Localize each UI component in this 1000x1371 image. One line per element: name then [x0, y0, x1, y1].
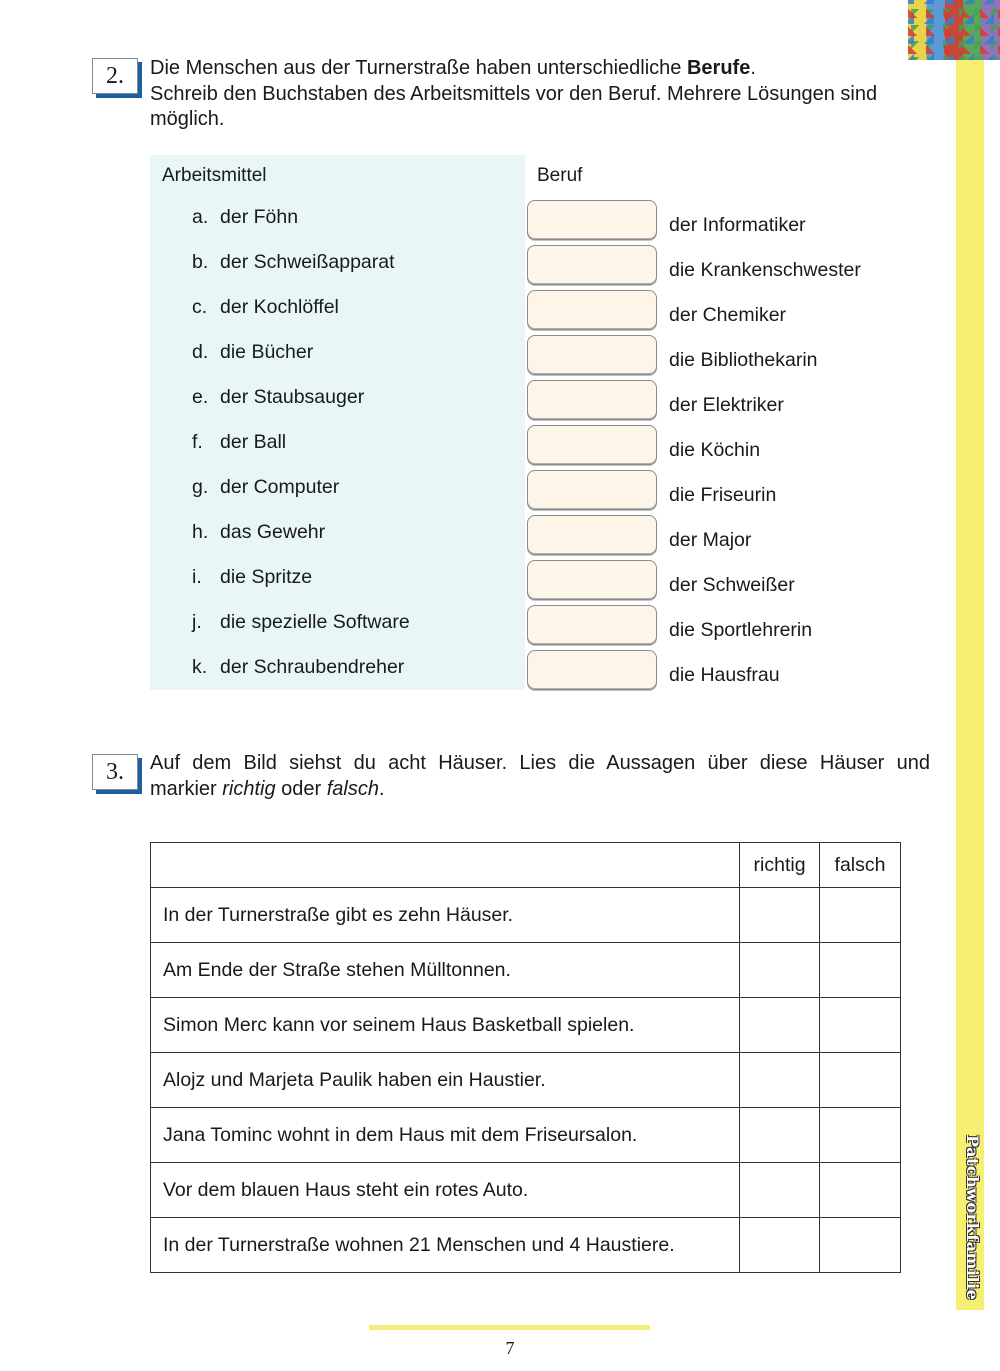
task3-richtig-italic: richtig — [222, 777, 276, 800]
tools-column — [150, 155, 525, 690]
statement-cell: In der Turnerstraße gibt es zehn Häuser. — [151, 888, 740, 943]
job-label: der Informatiker — [669, 214, 806, 236]
tool-label: das Gewehr — [220, 521, 326, 543]
table-body — [151, 888, 901, 1273]
tool-letter: b. — [192, 251, 209, 273]
tool-label: der Staubsauger — [220, 386, 365, 408]
task3-line2-text: markier — [150, 777, 223, 800]
falsch-checkbox-cell[interactable] — [820, 888, 901, 943]
falsch-checkbox-cell[interactable] — [820, 1053, 901, 1108]
table-header-row — [151, 843, 901, 888]
tool-item — [192, 431, 286, 454]
tool-letter: j. — [192, 611, 202, 633]
table-row — [151, 1218, 901, 1273]
tool-item — [192, 206, 298, 229]
task3-line1: Auf dem Bild siehst du acht Häuser. Lies die Aussagen über diese Häuser und — [150, 752, 930, 774]
falsch-header: falsch — [820, 843, 901, 888]
statement-header-cell — [151, 843, 740, 888]
task-number-2: 2. — [92, 58, 138, 94]
tool-item — [192, 386, 364, 409]
tools-header: Arbeitsmittel — [162, 165, 267, 186]
richtig-checkbox-cell[interactable] — [740, 1218, 820, 1273]
tool-label: der Ball — [220, 431, 287, 453]
task2-line2: Schreib den Buchstaben des Arbeitsmittels vor den Beruf. Mehrere Lösungen sind möglich. — [150, 82, 878, 130]
table-row — [151, 1163, 901, 1218]
answer-box[interactable] — [527, 605, 657, 645]
job-label: der Elektriker — [669, 394, 784, 416]
tool-letter: d. — [192, 341, 209, 363]
page-number: 7 — [505, 1338, 515, 1358]
sidebar-label: Patchworkfamilie — [963, 1135, 982, 1301]
tool-letter: e. — [192, 386, 209, 408]
tool-letter: k. — [192, 656, 208, 678]
statement-cell: Simon Merc kann vor seinem Haus Basketball spielen. — [151, 998, 740, 1053]
true-false-table — [150, 842, 901, 1273]
tool-label: der Schweißapparat — [220, 251, 395, 273]
richtig-checkbox-cell[interactable] — [740, 1163, 820, 1218]
task3-falsch-italic: falsch — [326, 777, 379, 800]
falsch-checkbox-cell[interactable] — [820, 1108, 901, 1163]
answer-box[interactable] — [527, 650, 657, 690]
tool-item — [192, 611, 410, 634]
task3-line2-mid: oder — [275, 777, 327, 800]
tool-item — [192, 251, 395, 274]
answer-box[interactable] — [527, 425, 657, 465]
falsch-checkbox-cell[interactable] — [820, 943, 901, 998]
richtig-checkbox-cell[interactable] — [740, 1053, 820, 1108]
task2-line1-bold: Berufe — [686, 57, 751, 79]
table-row — [151, 888, 901, 943]
task3-instructions — [150, 751, 930, 802]
richtig-checkbox-cell[interactable] — [740, 1108, 820, 1163]
job-label: die Friseurin — [669, 484, 777, 506]
tool-item — [192, 656, 404, 679]
richtig-checkbox-cell[interactable] — [740, 943, 820, 998]
task2-line1-end: . — [750, 57, 756, 79]
yellow-sidebar — [956, 60, 984, 1310]
table-row — [151, 1053, 901, 1108]
tool-label: der Föhn — [220, 206, 299, 228]
answer-box[interactable] — [527, 335, 657, 375]
answer-box[interactable] — [527, 245, 657, 285]
falsch-checkbox-cell[interactable] — [820, 998, 901, 1053]
tool-label: die Bücher — [220, 341, 314, 363]
table-row — [151, 998, 901, 1053]
tool-item — [192, 521, 325, 544]
job-label: die Krankenschwester — [669, 259, 861, 281]
falsch-checkbox-cell[interactable] — [820, 1218, 901, 1273]
answer-box[interactable] — [527, 200, 657, 240]
tool-item — [192, 296, 339, 319]
tool-label: der Schraubendreher — [220, 656, 405, 678]
richtig-checkbox-cell[interactable] — [740, 998, 820, 1053]
tool-letter: a. — [192, 206, 209, 228]
patchwork-image — [908, 0, 1000, 60]
job-label: der Schweißer — [669, 574, 795, 596]
answer-box[interactable] — [527, 515, 657, 555]
statement-cell: Vor dem blauen Haus steht ein rotes Auto. — [151, 1163, 740, 1218]
answer-box[interactable] — [527, 470, 657, 510]
tool-letter: g. — [192, 476, 209, 498]
tool-label: die Spritze — [220, 566, 313, 588]
job-label: die Bibliothekarin — [669, 349, 818, 371]
tool-letter: c. — [192, 296, 208, 318]
statement-cell: Jana Tominc wohnt in dem Haus mit dem Friseursalon. — [151, 1108, 740, 1163]
task2-line1 — [150, 56, 930, 82]
table-row — [151, 1108, 901, 1163]
task3-line2-end: . — [379, 777, 385, 800]
jobs-header: Beruf — [537, 165, 583, 186]
tool-letter: i. — [192, 566, 202, 588]
answer-box[interactable] — [527, 560, 657, 600]
task2-instructions — [150, 56, 930, 133]
richtig-checkbox-cell[interactable] — [740, 888, 820, 943]
job-label: die Köchin — [669, 439, 761, 461]
tool-item — [192, 341, 313, 364]
richtig-header: richtig — [740, 843, 820, 888]
tool-item — [192, 476, 339, 499]
tool-label: die spezielle Software — [220, 611, 410, 633]
statement-cell: In der Turnerstraße wohnen 21 Menschen und 4 Haustiere. — [151, 1218, 740, 1273]
job-label: der Chemiker — [669, 304, 787, 326]
footer-bar — [369, 1325, 650, 1330]
table-row — [151, 943, 901, 998]
task-number-3: 3. — [92, 754, 138, 790]
answer-box[interactable] — [527, 290, 657, 330]
job-label: die Sportlehrerin — [669, 619, 813, 641]
tool-letter: f. — [192, 431, 203, 453]
tool-letter: h. — [192, 521, 209, 543]
answer-box[interactable] — [527, 380, 657, 420]
job-label: der Major — [669, 529, 752, 551]
tool-item — [192, 566, 312, 589]
statement-cell: Alojz und Marjeta Paulik haben ein Haustier. — [151, 1053, 740, 1108]
statement-cell: Am Ende der Straße stehen Mülltonnen. — [151, 943, 740, 998]
falsch-checkbox-cell[interactable] — [820, 1163, 901, 1218]
task2-line1-text: Die Menschen aus der Turnerstraße haben unterschiedliche — [150, 57, 687, 79]
tool-label: der Kochlöffel — [220, 296, 339, 318]
job-label: die Hausfrau — [669, 664, 780, 686]
tool-label: der Computer — [220, 476, 340, 498]
task3-line2 — [150, 777, 930, 803]
